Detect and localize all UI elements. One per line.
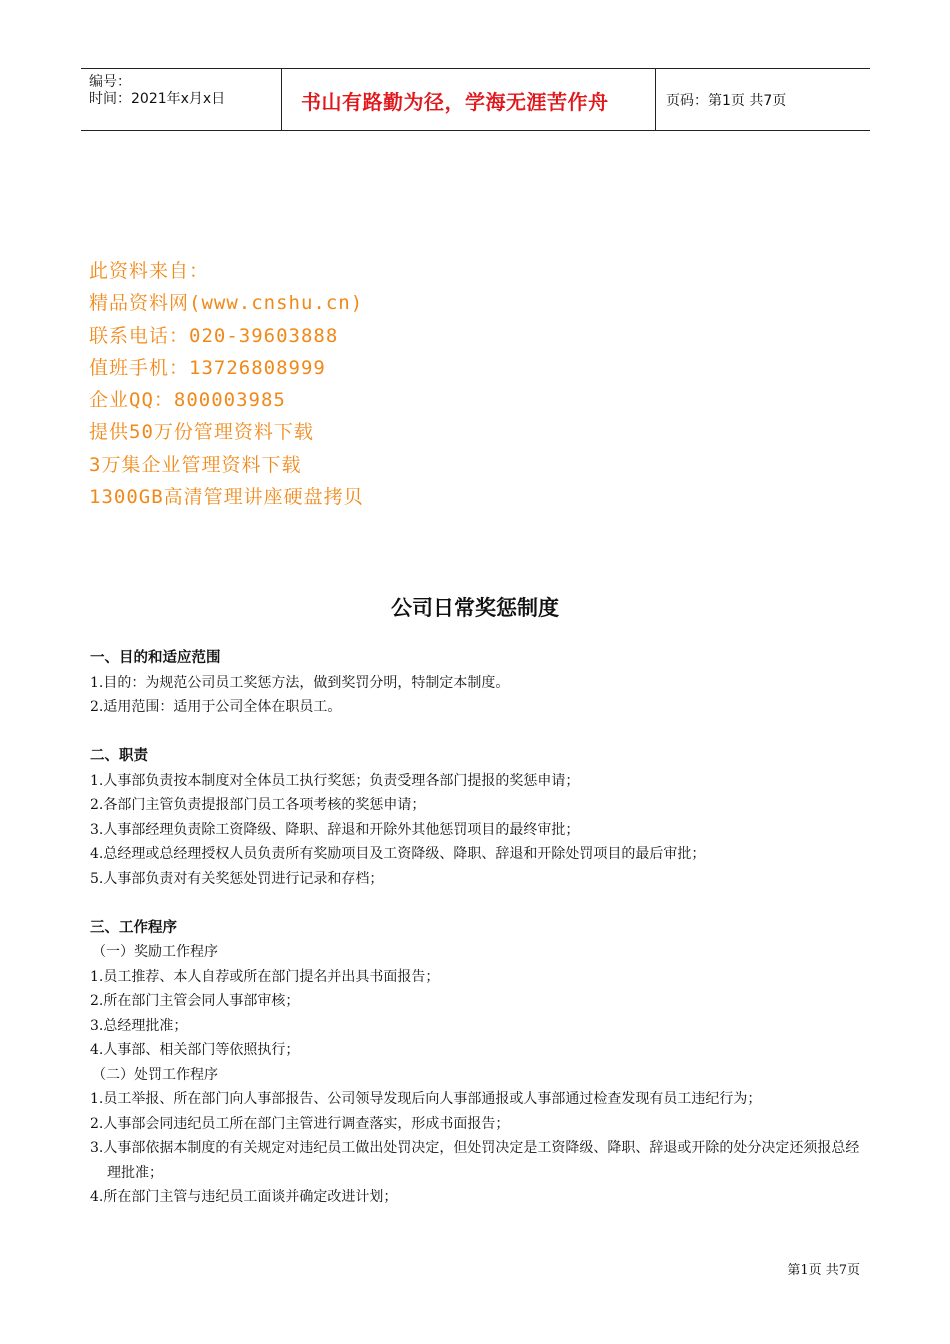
section-heading: 一、目的和适应范围	[90, 650, 221, 666]
list-item: 1.目的：为规范公司员工奖惩方法，做到奖罚分明，特制定本制度。	[90, 674, 510, 691]
motto: 书山有路勤为径，学海无涯苦作舟	[301, 90, 609, 114]
list-item: 4.人事部、相关部门等依照执行；	[90, 1042, 300, 1058]
subsection-title: （一）奖励工作程序	[92, 944, 218, 960]
date-line: 时间：2021年x月x日	[89, 91, 226, 107]
header-meta-cell	[81, 69, 282, 130]
subsection-title: （二）处罚工作程序	[92, 1066, 218, 1083]
source-line: 值班手机：13726808999	[89, 356, 326, 379]
list-item: 1.人事部负责按本制度对全体员工执行奖惩；负责受理各部门提报的奖惩申请；	[90, 772, 580, 789]
document-title: 公司日常奖惩制度	[391, 596, 559, 620]
source-line: 联系电话：020-39603888	[89, 324, 339, 347]
list-item: 3.人事部经理负责除工资降级、降职、辞退和开除外其他惩罚项目的最终审批；	[90, 821, 580, 838]
header-motto-cell	[281, 69, 656, 130]
source-line: 提供50万份管理资料下载	[89, 421, 314, 444]
header-page-cell	[656, 69, 870, 130]
page-footer: 第1页 共7页	[787, 1263, 860, 1278]
list-item: 2.适用范围：适用于公司全体在职员工。	[90, 699, 342, 715]
source-info	[89, 255, 364, 513]
source-line: 精品资料网(www.cnshu.cn)	[89, 292, 364, 315]
list-item: 2.各部门主管负责提报部门员工各项考核的奖惩申请；	[90, 797, 426, 813]
spacer	[90, 891, 862, 916]
section-heading: 二、职责	[90, 748, 148, 764]
source-line: 企业QQ：800003985	[89, 389, 286, 412]
list-item: 1.员工举报、所在部门向人事部报告、公司领导发现后向人事部通报或人事部通过检查发现有员工违纪行为；	[90, 1091, 762, 1107]
list-item: 3.总经理批准；	[90, 1017, 188, 1034]
list-item: 2.人事部会同违纪员工所在部门主管进行调查落实，形成书面报告；	[90, 1115, 510, 1132]
page-code: 页码：第1页 共7页	[666, 93, 787, 109]
number-label: 编号：	[89, 74, 131, 90]
source-line: 此资料来自：	[89, 260, 210, 282]
list-item: 4.总经理或总经理授权人员负责所有奖励项目及工资降级、降职、辞退和开除处罚项目的最后审批；	[90, 846, 706, 862]
list-item: 5.人事部负责对有关奖惩处罚进行记录和存档；	[90, 870, 384, 887]
list-item: 2.所在部门主管会同人事部审核；	[90, 993, 300, 1009]
page-header	[81, 68, 870, 131]
source-line: 1300GB高清管理讲座硬盘拷贝	[89, 486, 364, 509]
list-item: 3.人事部依据本制度的有关规定对违纪员工做出处罚决定，但处罚决定是工资降级、降职、辞退或开除的处分决定还须报总经理批准；	[90, 1140, 860, 1181]
list-item: 1.员工推荐、本人自荐或所在部门提名并出具书面报告；	[90, 968, 440, 985]
document-body	[90, 646, 862, 1210]
spacer	[90, 720, 862, 745]
list-item: 4.所在部门主管与违纪员工面谈并确定改进计划；	[90, 1189, 398, 1205]
source-line: 3万集企业管理资料下载	[89, 453, 302, 476]
section-heading: 三、工作程序	[90, 919, 177, 936]
